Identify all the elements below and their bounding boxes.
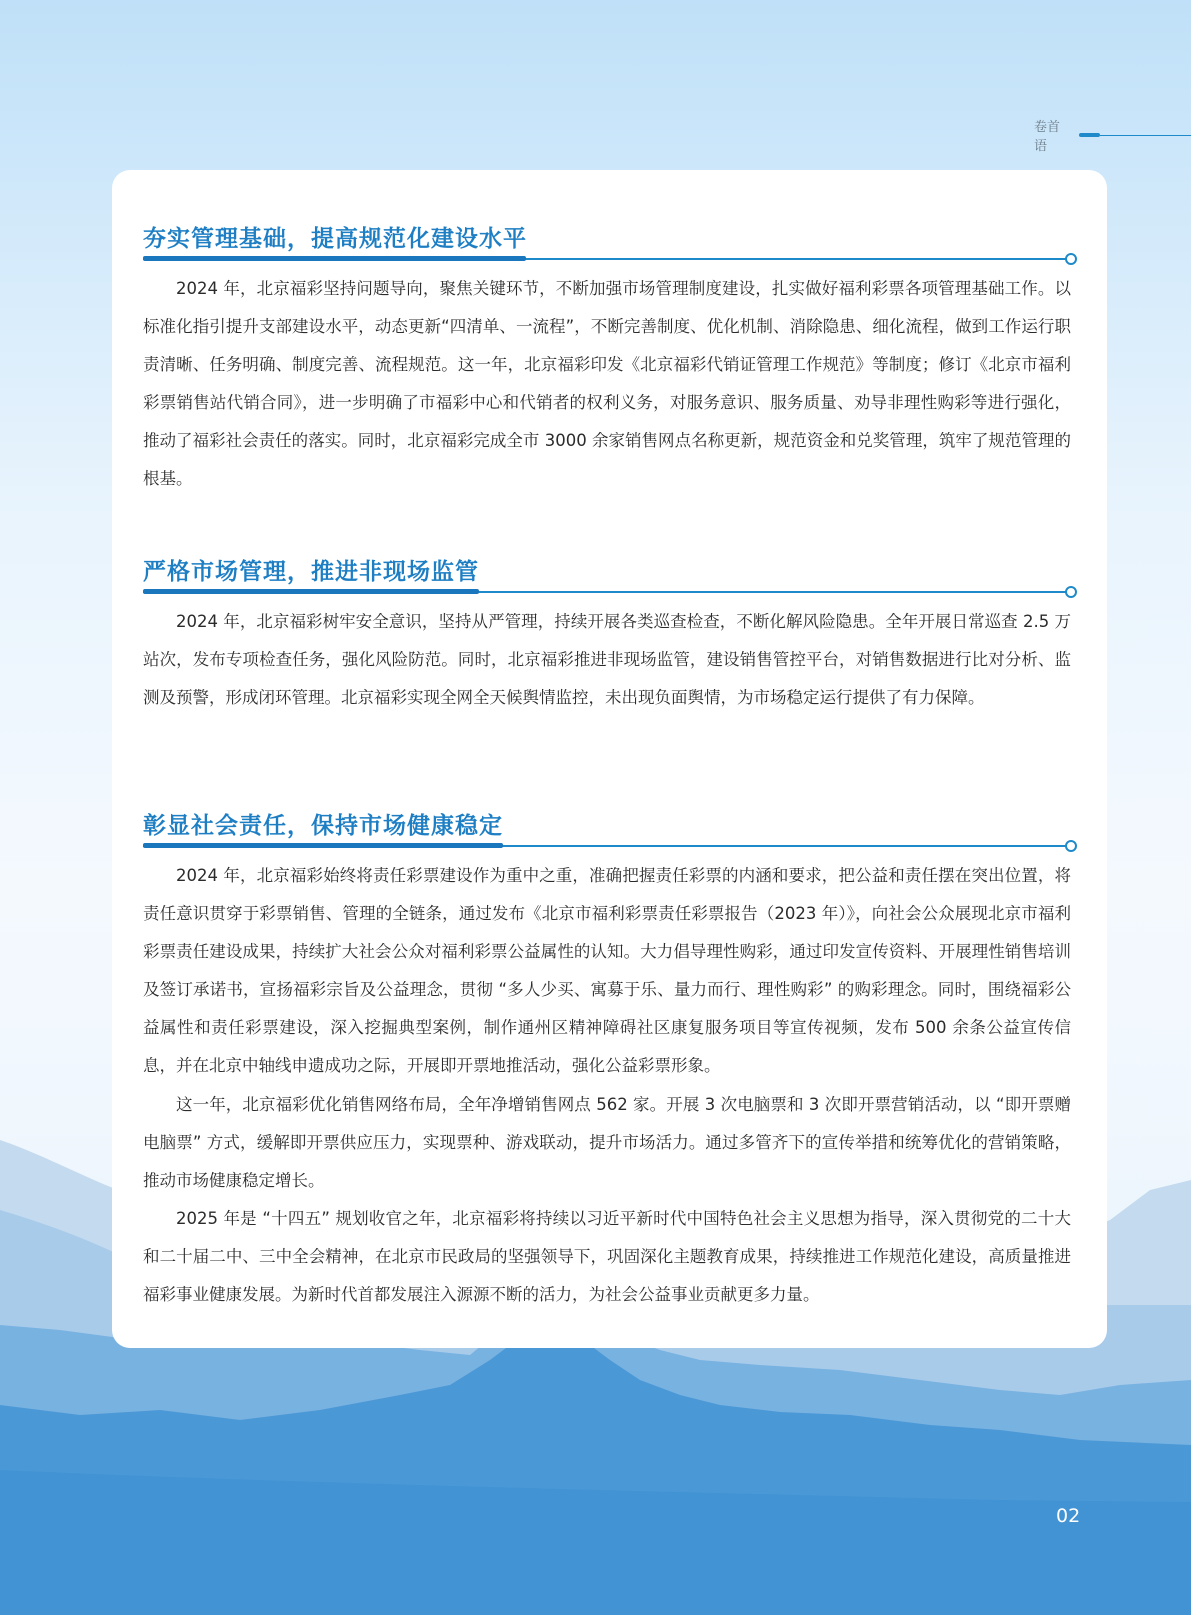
section-divider-3	[143, 845, 1069, 847]
section-divider-1	[143, 258, 1069, 260]
divider-accent	[143, 843, 503, 848]
section-tag-label: 卷首语	[1034, 120, 1061, 154]
section-title-2: 严格市场管理，推进非现场监管	[143, 559, 479, 585]
section-tag	[1034, 116, 1191, 154]
divider-dot-icon	[1065, 586, 1077, 598]
divider-accent	[143, 256, 526, 261]
page-number: 02	[1056, 1505, 1081, 1527]
section-2-paragraph-1: 2024 年，北京福彩树牢安全意识，坚持从严管理，持续开展各类巡查检查，不断化解风险隐患。全年开展日常巡查 2.5 万站次，发布专项检查任务，强化风险防范。同时，北京福彩推进非现场监管，建设销售管控平台，对销售数据进行比对分析、监测及预警，形成闭环管理。北京福彩实现全网全天候舆情监控，未出现负面舆情，为市场稳定运行提供了有力保障。	[143, 612, 1071, 707]
section-title-1: 夯实管理基础，提高规范化建设水平	[143, 226, 527, 252]
tag-accent-bar	[1079, 133, 1100, 137]
section-1-paragraph-1: 2024 年，北京福彩坚持问题导向，聚焦关键环节，不断加强市场管理制度建设，扎实做好福利彩票各项管理基础工作。以标准化指引提升支部建设水平，动态更新“四清单、一流程”，不断完善制度、优化机制、消除隐患、细化流程，做到工作运行职责清晰、任务明确、制度完善、流程规范。这一年，北京福彩印发《北京福彩代销证管理工作规范》等制度；修订《北京市福利彩票销售站代销合同》，进一步明确了市福彩中心和代销者的权利义务，对服务意识、服务质量、劝导非理性购彩等进行强化，推动了福彩社会责任的落实。同时，北京福彩完成全市 3000 余家销售网点名称更新，规范资金和兑奖管理，筑牢了规范管理的根基。	[143, 279, 1071, 488]
section-3-paragraph-3: 2025 年是 “十四五” 规划收官之年，北京福彩将持续以习近平新时代中国特色社会主义思想为指导，深入贯彻党的二十大和二十届二中、三中全会精神，在北京市民政局的坚强领导下，巩固深化主题教育成果，持续推进工作规范化建设，高质量推进福彩事业健康发展。为新时代首都发展注入源源不断的活力，为社会公益事业贡献更多力量。	[143, 1209, 1071, 1304]
divider-accent	[143, 589, 479, 594]
section-3-paragraph-1: 2024 年，北京福彩始终将责任彩票建设作为重中之重，准确把握责任彩票的内涵和要求，把公益和责任摆在突出位置，将责任意识贯穿于彩票销售、管理的全链条，通过发布《北京市福利彩票责任彩票报告（2023 年）》，向社会公众展现北京市福利彩票责任建设成果，持续扩大社会公众对福利彩票公益属性的认知。大力倡导理性购彩，通过印发宣传资料、开展理性销售培训及签订承诺书，宣扬福彩宗旨及公益理念，贯彻 “多人少买、寓募于乐、量力而行、理性购彩” 的购彩理念。同时，围绕福彩公益属性和责任彩票建设，深入挖掘典型案例，制作通州区精神障碍社区康复服务项目等宣传视频，发布 500 余条公益宣传信息，并在北京中轴线申遗成功之际，开展即开票地推活动，强化公益彩票形象。	[143, 866, 1071, 1075]
divider-dot-icon	[1065, 253, 1077, 265]
section-3-paragraph-2: 这一年，北京福彩优化销售网络布局，全年净增销售网点 562 家。开展 3 次电脑票和 3 次即开票营销活动，以 “即开票赠电脑票” 方式，缓解即开票供应压力，实现票种、游戏联动，提升市场活力。通过多管齐下的宣传举措和统筹优化的营销策略，推动市场健康稳定增长。	[143, 1095, 1071, 1190]
section-divider-2	[143, 591, 1069, 593]
divider-dot-icon	[1065, 840, 1077, 852]
section-title-3: 彰显社会责任，保持市场健康稳定	[143, 813, 503, 839]
tag-line	[1100, 135, 1191, 136]
